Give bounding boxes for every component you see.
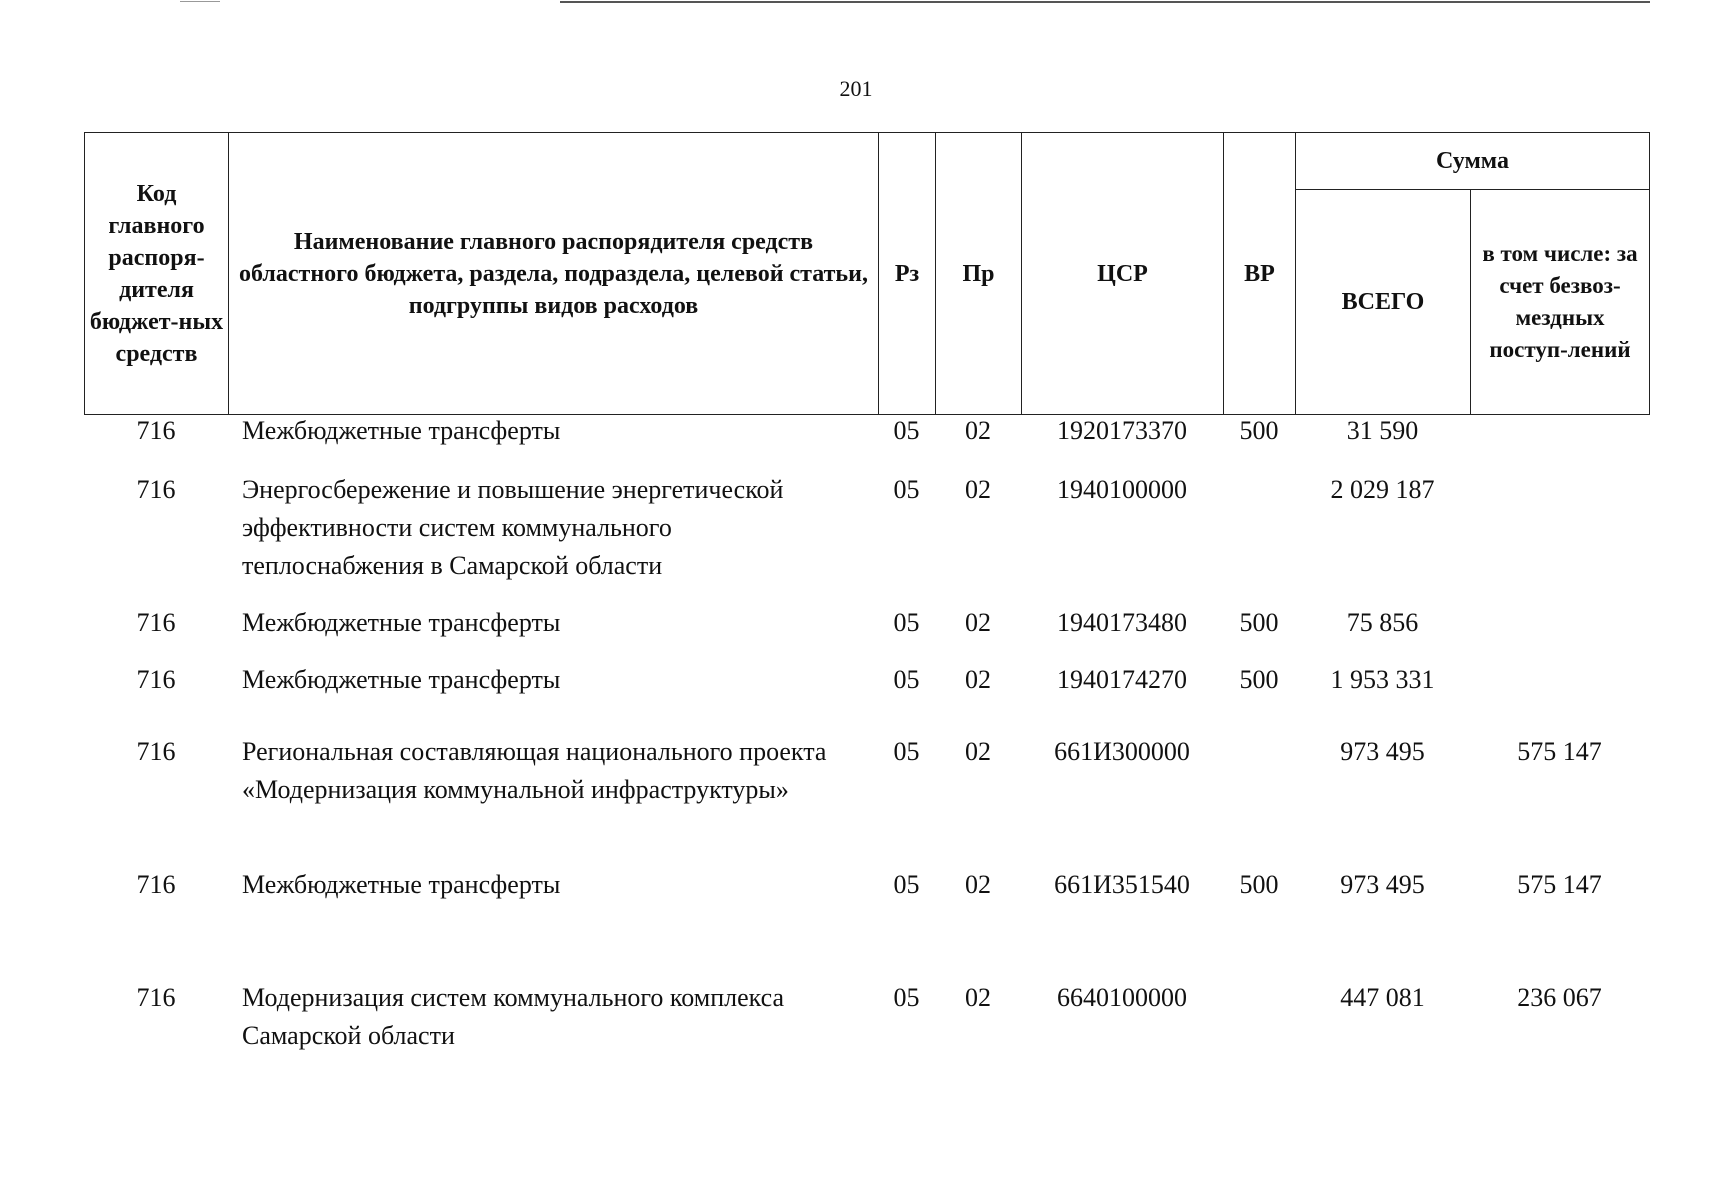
- header-sum: Сумма: [1296, 133, 1650, 190]
- cell-total: 2 029 187: [1330, 475, 1435, 504]
- cell-code: 716: [136, 870, 176, 899]
- header-total: ВСЕГО: [1296, 190, 1471, 415]
- cell-csr: 6640100000: [1057, 983, 1187, 1012]
- cell-total: 973 495: [1340, 870, 1425, 899]
- cell-name: Межбюджетные трансферты: [242, 665, 561, 694]
- cell-code: 716: [136, 983, 176, 1012]
- header-code: Код главного распоря-дителя бюджет-ных средств: [85, 133, 229, 415]
- cell-pr: 02: [965, 665, 991, 694]
- cell-rz: 05: [893, 870, 920, 899]
- cell-pr: 02: [965, 983, 991, 1012]
- header-free-receipts: в том числе: за счет безвоз-мездных поступ-лений: [1471, 190, 1650, 415]
- cell-name: Энергосбережение и повышение энергетической эффективности систем коммунального теплоснабжения в Самарской области: [242, 475, 784, 580]
- cell-csr: 661И351540: [1054, 870, 1190, 899]
- cell-vr: 500: [1239, 870, 1279, 899]
- header-vr: ВР: [1224, 133, 1296, 415]
- cell-name: Межбюджетные трансферты: [242, 416, 561, 445]
- cell-total: 31 590: [1346, 416, 1419, 445]
- cell-code: 716: [136, 737, 176, 766]
- cell-name: Модернизация систем коммунального комплекса Самарской области: [242, 983, 785, 1050]
- cell-vr: [1223, 733, 1295, 866]
- cell-csr: 1940174270: [1057, 665, 1187, 694]
- cell-rz: 05: [893, 665, 920, 694]
- cell-vr: [1223, 471, 1295, 604]
- cell-csr: 1940173480: [1057, 608, 1187, 637]
- cell-total: 447 081: [1340, 983, 1425, 1012]
- cell-free: 575 147: [1517, 737, 1602, 766]
- cell-rz: 05: [893, 983, 920, 1012]
- cell-name: Региональная составляющая национального проекта «Модернизация коммунальной инфраструктуры»: [242, 737, 827, 804]
- cell-rz: 05: [893, 608, 920, 637]
- cell-vr: 500: [1239, 608, 1279, 637]
- cell-free: [1470, 661, 1649, 733]
- header-csr: ЦСР: [1022, 133, 1224, 415]
- cell-total: 973 495: [1340, 737, 1425, 766]
- cell-rz: 05: [893, 737, 920, 766]
- scan-top-rule: [560, 1, 1650, 3]
- cell-code: 716: [136, 475, 176, 504]
- scan-top-mark: [180, 1, 220, 2]
- cell-pr: 02: [965, 608, 991, 637]
- cell-free: 236 067: [1517, 983, 1602, 1012]
- cell-code: 716: [136, 416, 176, 445]
- cell-pr: 02: [965, 870, 991, 899]
- header-rz: Рз: [879, 133, 936, 415]
- cell-code: 716: [136, 665, 176, 694]
- cell-name: Межбюджетные трансферты: [242, 870, 561, 899]
- cell-name: Межбюджетные трансферты: [242, 608, 561, 637]
- cell-free: 575 147: [1517, 870, 1602, 899]
- cell-rz: 05: [893, 416, 920, 445]
- page-number: 201: [839, 76, 873, 101]
- cell-csr: 1920173370: [1057, 416, 1187, 445]
- cell-vr: 500: [1239, 416, 1279, 445]
- cell-vr: 500: [1239, 665, 1279, 694]
- cell-free: [1470, 471, 1649, 604]
- header-name: Наименование главного распорядителя средств областного бюджета, раздела, подраздела, целевой статьи, подгруппы видов расходов: [229, 133, 879, 415]
- cell-total: 75 856: [1346, 608, 1419, 637]
- cell-total: 1 953 331: [1330, 665, 1435, 694]
- table-row: [84, 604, 1649, 661]
- cell-pr: 02: [965, 416, 991, 445]
- cell-code: 716: [136, 608, 176, 637]
- cell-vr: [1223, 979, 1295, 1059]
- header-pr: Пр: [936, 133, 1022, 415]
- table-row: [84, 733, 1649, 866]
- cell-free: [1470, 604, 1649, 661]
- cell-free: [1470, 412, 1649, 471]
- table-row: [84, 661, 1649, 733]
- cell-pr: 02: [965, 475, 991, 504]
- cell-csr: 1940100000: [1057, 475, 1187, 504]
- table-row: [84, 979, 1649, 1059]
- budget-table-header: [84, 132, 1650, 415]
- table-row: [84, 471, 1649, 604]
- budget-table-body: [84, 412, 1649, 1059]
- cell-rz: 05: [893, 475, 920, 504]
- table-row: [84, 412, 1649, 471]
- table-row: [84, 866, 1649, 979]
- cell-csr: 661И300000: [1054, 737, 1190, 766]
- cell-pr: 02: [965, 737, 991, 766]
